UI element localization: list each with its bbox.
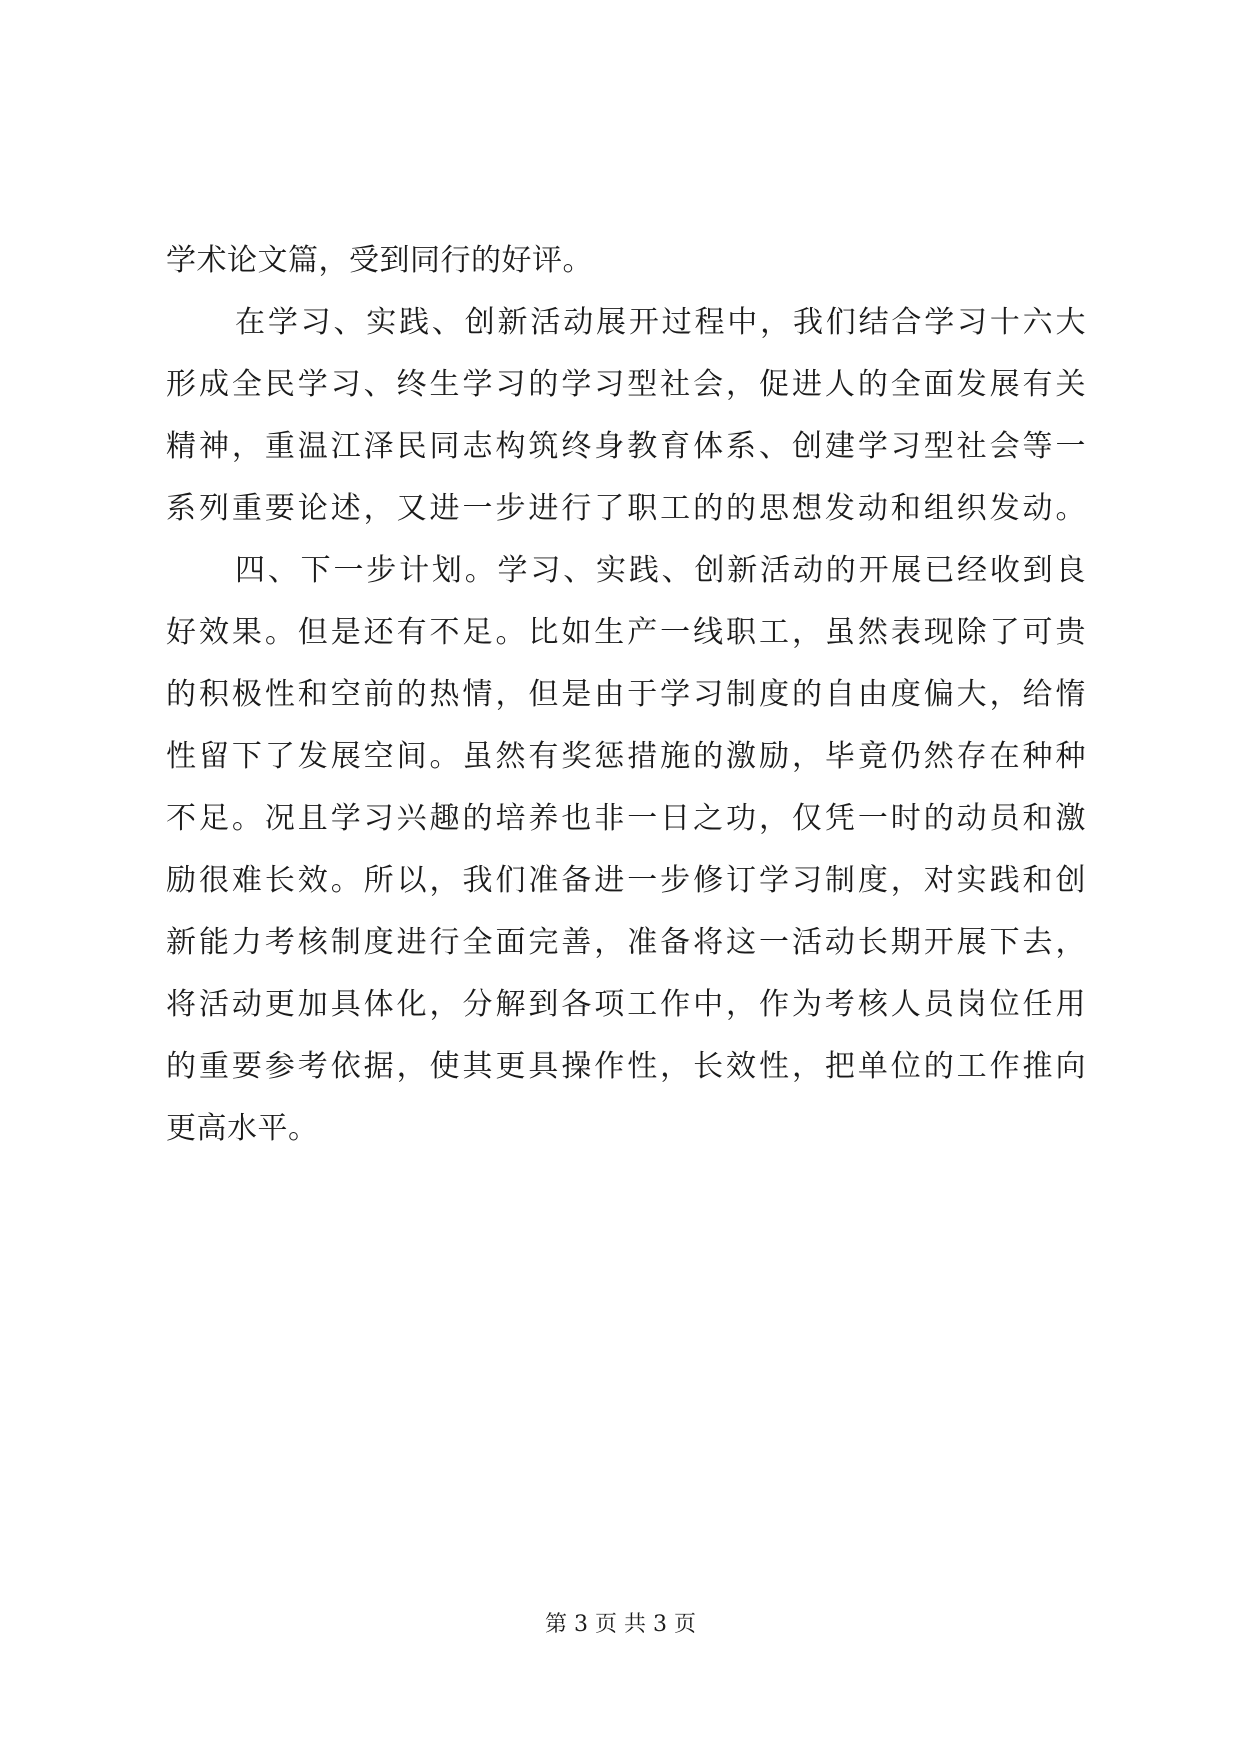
text-line: 好效果。但是还有不足。比如生产一线职工，虽然表现除了可贵 [166, 615, 1086, 650]
text-line: 性留下了发展空间。虽然有奖惩措施的激励，毕竟仍然存在种种 [166, 739, 1086, 774]
document-body [166, 230, 1086, 1160]
text-line: 新能力考核制度进行全面完善，准备将这一活动长期开展下去， [166, 925, 1086, 960]
page-footer [0, 1610, 1241, 1640]
text-line: 系列重要论述，又进一步进行了职工的的思想发动和组织发动。 [166, 491, 1086, 526]
text-line: 学术论文篇，受到同行的好评。 [166, 243, 593, 278]
text-line: 精神，重温江泽民同志构筑终身教育体系、创建学习型社会等一 [166, 429, 1086, 464]
page-number-indicator: 第 3 页 共 3 页 [545, 1612, 696, 1637]
text-line: 的重要参考依据，使其更具操作性，长效性，把单位的工作推向 [166, 1049, 1086, 1084]
text-line: 更高水平。 [166, 1111, 319, 1146]
text-line: 不足。况且学习兴趣的培养也非一日之功，仅凭一时的动员和激 [166, 801, 1086, 836]
text-line: 将活动更加具体化，分解到各项工作中，作为考核人员岗位任用 [166, 987, 1086, 1022]
text-line: 励很难长效。所以，我们准备进一步修订学习制度，对实践和创 [166, 863, 1086, 898]
text-line: 在学习、实践、创新活动展开过程中，我们结合学习十六大 [235, 305, 1086, 340]
text-line: 形成全民学习、终生学习的学习型社会，促进人的全面发展有关 [166, 367, 1086, 402]
text-line: 的积极性和空前的热情，但是由于学习制度的自由度偏大，给惰 [166, 677, 1086, 712]
text-line: 四、下一步计划。学习、实践、创新活动的开展已经收到良 [235, 553, 1086, 588]
